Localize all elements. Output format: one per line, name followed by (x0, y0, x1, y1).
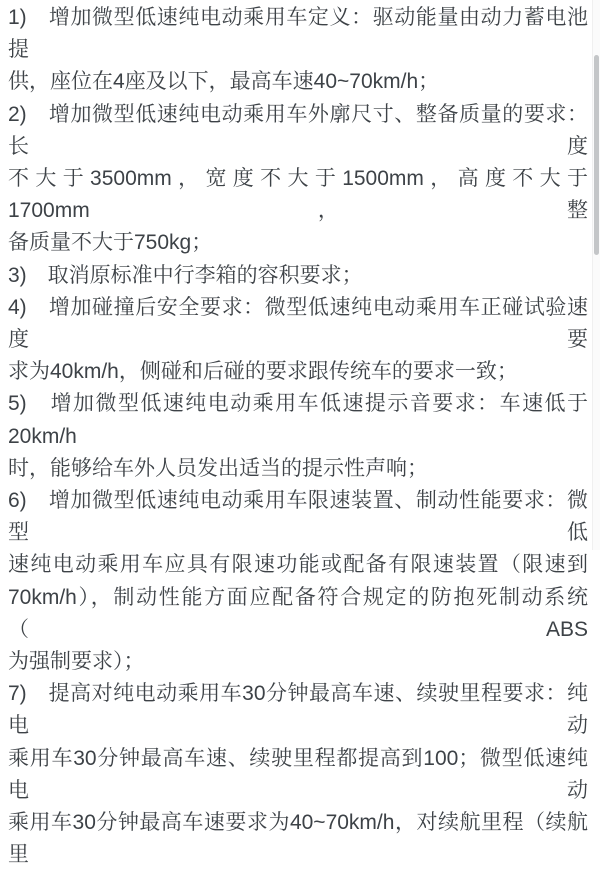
text-line: 为强制要求）； (8, 650, 145, 674)
scrollbar-track[interactable] (592, 0, 600, 550)
list-item-3 (8, 260, 588, 292)
list-item-6 (8, 485, 588, 678)
text-line: 乘用车30分钟最高车速、续驶里程都提高到100；微型低速纯电动 (8, 746, 588, 802)
text-line: 速纯电动乘用车应具有限速功能或配备有限速装置（限速到 (8, 553, 588, 577)
text-line: 4) 增加碰撞后安全要求：微型低速纯电动乘用车正碰试验速度要 (8, 295, 588, 352)
list-item-5 (8, 388, 588, 485)
list-item-1 (8, 2, 588, 99)
scrollbar-thumb[interactable] (594, 55, 599, 255)
list-item-7 (8, 678, 588, 871)
text-line: 时，能够给车外人员发出适当的提示性声响； (8, 456, 428, 480)
text-line: 70km/h），制动性能方面应配备符合规定的防抱死制动系统（ABS (8, 585, 588, 641)
text-line: 供，座位在4座及以下，最高车速40~70km/h； (8, 70, 440, 94)
list-item-4 (8, 292, 588, 389)
text-line: 求为40km/h，侧碰和后碰的要求跟传统车的要求一致； (8, 360, 518, 384)
text-line: 备质量不大于750kg； (8, 231, 213, 255)
text-line: 5) 增加微型低速纯电动乘用车低速提示音要求：车速低于20km/h (8, 392, 588, 448)
list-item-2 (8, 99, 588, 260)
text-line: 2) 增加微型低速纯电动乘用车外廓尺寸、整备质量的要求：长度 (8, 102, 588, 158)
text-line: 不大于3500mm，宽度不大于1500mm，高度不大于1700mm，整 (8, 167, 588, 223)
article-text (8, 2, 588, 871)
text-line: 1) 增加微型低速纯电动乘用车定义：驱动能量由动力蓄电池提 (8, 6, 588, 62)
text-line: 乘用车30分钟最高车速要求为40~70km/h，对续航里程（续航里 (8, 811, 588, 867)
text-line: 3) 取消原标准中行李箱的容积要求； (8, 263, 363, 287)
text-line: 7) 提高对纯电动乘用车30分钟最高车速、续驶里程要求：纯电动 (8, 682, 588, 738)
text-line: 6) 增加微型低速纯电动乘用车限速装置、制动性能要求：微型低 (8, 489, 588, 545)
